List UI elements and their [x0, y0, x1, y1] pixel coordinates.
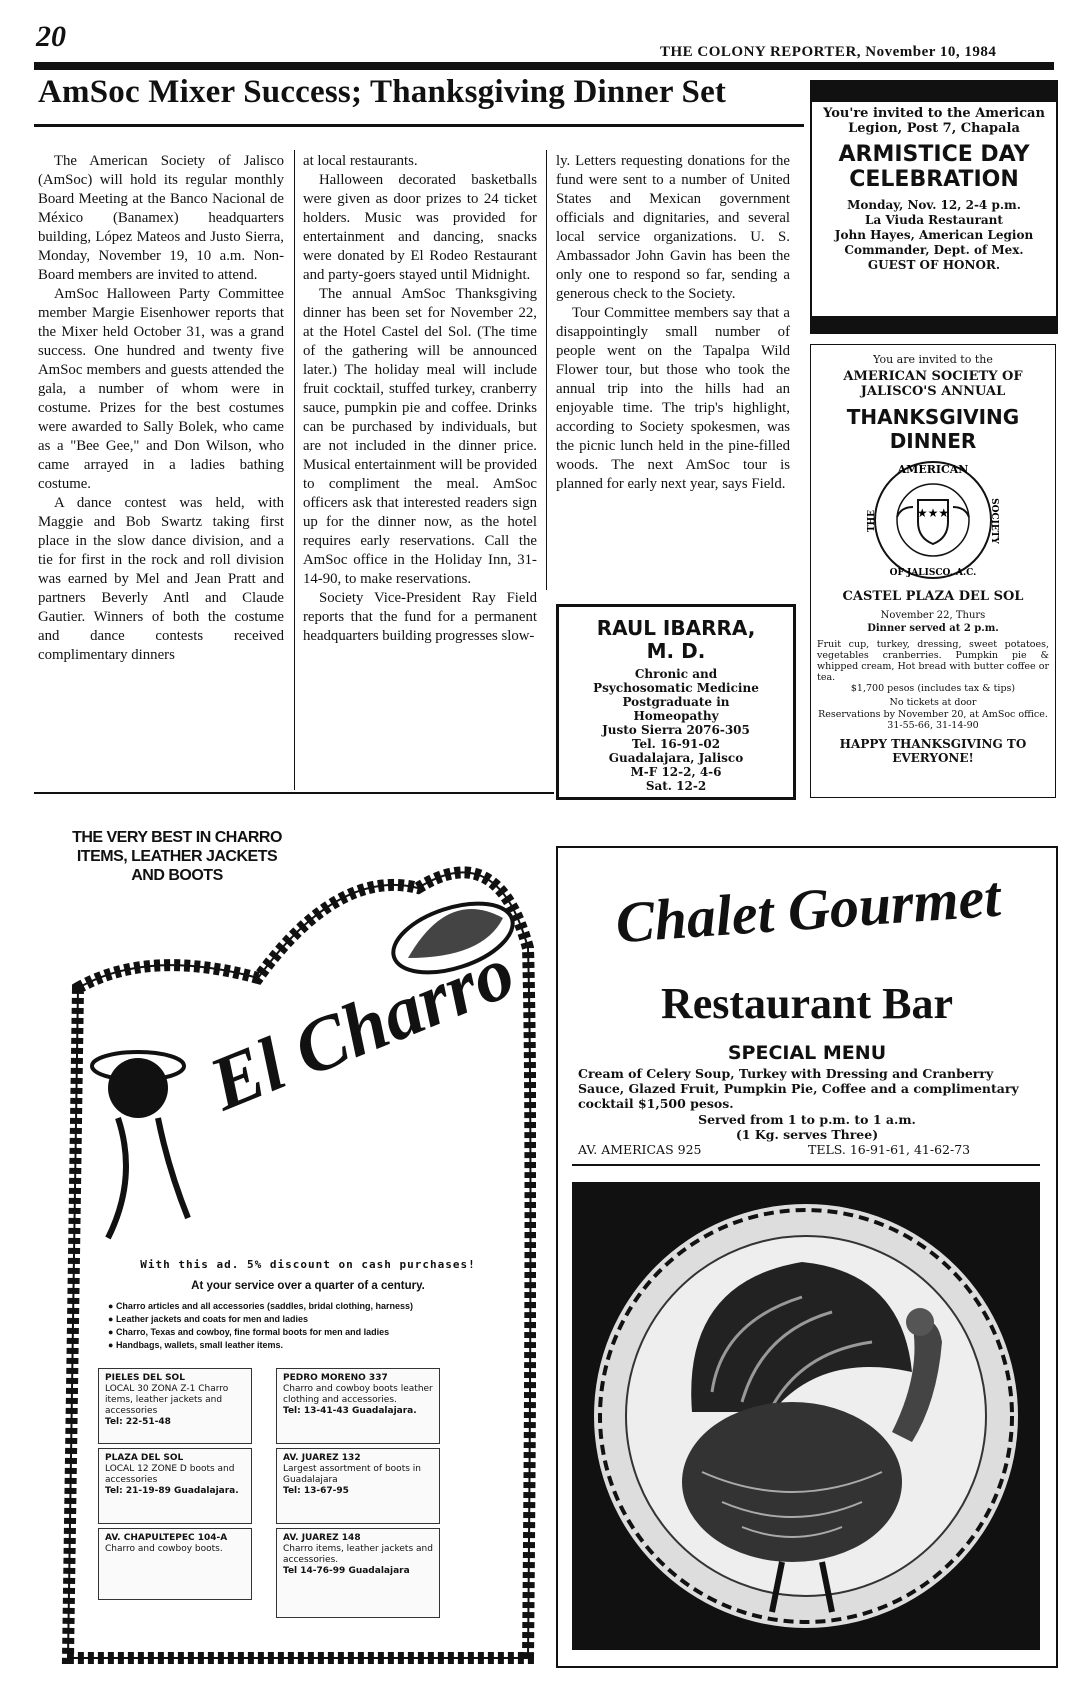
article-paragraph: at local restaurants.: [303, 153, 418, 169]
doctor-address: Justo Sierra 2076-305: [602, 723, 750, 737]
article-column-2: [303, 152, 537, 646]
doctor-name: RAUL IBARRA,: [596, 616, 756, 640]
seal-bottom-text: OF JALISCO, A.C.: [889, 568, 977, 578]
thanksgiving-society: AMERICAN SOCIETY OF JALISCO'S ANNUAL: [843, 369, 1023, 399]
el-charro-ad: [58, 828, 536, 1668]
el-charro-logo: El Charro: [198, 929, 526, 1127]
list-item: ● Handbags, wallets, small leather items.: [108, 1340, 283, 1350]
thanksgiving-time: Dinner served at 2 p.m.: [867, 623, 999, 634]
doctor-ad: [556, 604, 796, 800]
armistice-venue: La Viuda Restaurant: [865, 213, 1003, 227]
list-item: ● Charro, Texas and cowboy, fine formal boots for men and ladies: [108, 1327, 390, 1337]
thanksgiving-note: No tickets at door: [889, 697, 977, 708]
armistice-title: ARMISTICE DAY CELEBRATION: [838, 142, 1030, 192]
armistice-day-ad: [810, 80, 1058, 334]
chalet-subtitle: Restaurant Bar: [660, 979, 954, 1028]
charro-bullet-list: [108, 1300, 488, 1352]
thanksgiving-dinner-ad: [810, 344, 1056, 798]
doctor-city: Guadalajara, Jalisco: [608, 751, 744, 765]
store-location: AV. CHAPULTEPEC 104-A Charro and cowboy boots.: [98, 1528, 252, 1600]
chalet-rule: [572, 1164, 1040, 1166]
column-divider: [294, 150, 295, 790]
article-paragraph: A dance contest was held, with Maggie and Bob Swartz taking first place in the slow dance division, and a tie for first in the rock and roll division was earned by Mel and Jean Pratt and partners Beverly Antl and Claude Gautier. Winners of both the costume and dance contests received complimentary dinners: [38, 495, 284, 663]
doctor-specialty-3: Postgraduate in: [622, 695, 730, 709]
doctor-specialty-4: Homeopathy: [633, 709, 719, 723]
doctor-tel: Tel. 16-91-02: [631, 737, 721, 751]
seal-right-text: SOCIETY: [989, 498, 999, 544]
thanksgiving-phones: 31-55-66, 31-14-90: [887, 720, 979, 731]
article-bottom-rule: [34, 792, 554, 794]
seal-left-text: THE: [867, 509, 877, 533]
charro-discount: With this ad. 5% discount on cash purchases!: [140, 1258, 476, 1271]
article-paragraph: Halloween decorated basketballs were given as door prizes to 24 ticket holders. Music was provided for entertainment and dancing, snacks were donated by El Rodeo Restaurant and party-goers stayed until Midnight.: [303, 172, 537, 283]
armistice-intro: You're invited to the American Legion, Post 7, Chapala: [823, 106, 1045, 136]
store-location: AV. JUAREZ 132 Largest assortment of boots in Guadalajara Tel: 13-67-95: [276, 1448, 440, 1524]
doctor-specialty-2: Psychosomatic Medicine: [593, 681, 759, 695]
chalet-address: AV. AMERICAS 925: [578, 1142, 702, 1157]
thanksgiving-date: November 22, Thurs: [880, 610, 986, 621]
article-paragraph: The annual AmSoc Thanksgiving dinner has been set for November 22, at the Hotel Castel del Sol. (The time of the gathering will be announced later.) The holiday meal will include fruit cocktail, stuffed turkey, cranberry sauce, pumpkin pie and coffee. Drinks can be purchased by individuals, but are not included in the dinner price. Musical entertainment will be provided to compliment the meal. AmSoc officers ask that interested readers sign up for the dinner now, as the hotel requires early reservations. Call the AmSoc office in the Holiday Inn, 31-14-90, to make reservations.: [303, 286, 537, 587]
doctor-saturday: Sat. 12-2: [645, 779, 707, 793]
article-paragraph: AmSoc Halloween Party Committee member Margie Eisenhower reports that the Mixer held October 31, was a grand success. One hundred and twenty five AmSoc members and guests attended the gala, a number of whom were in costume. Prizes for the best costumes were awarded to Sally Bolek, who came as a "Bee Gee," and Don Wilson, who came arrayed in a ladies bathing costume.: [38, 286, 284, 492]
list-item: ● Charro articles and all accessories (saddles, bridal clothing, harness): [108, 1301, 414, 1311]
list-item: ● Leather jackets and coats for men and ladies: [108, 1314, 309, 1324]
chalet-served: Served from 1 to p.m. to 1 a.m.: [698, 1112, 916, 1127]
thanksgiving-price: $1,700 pesos (includes tax & tips): [850, 683, 1016, 694]
doctor-specialty-1: Chronic and: [634, 667, 718, 681]
charro-tagline: THE VERY BEST IN CHARRO ITEMS, LEATHER JACKETS AND BOOTS: [72, 829, 282, 884]
masthead: THE COLONY REPORTER, November 10, 1984: [660, 44, 997, 60]
article-paragraph: Society Vice-President Ray Field reports that the fund for a permanent headquarters building progresses slow-: [303, 590, 537, 644]
chalet-gourmet-ad: [556, 846, 1058, 1668]
article-paragraph: Tour Committee members say that a disappointingly small number of people went on the Tapalpa Wild Flower tour, but those who took the annual trip into the hills had an enjoyable time. The trip's highlight, according to Society spokesmen, was the picnic lunch held in the pine-filled woods. The next AmSoc tour is planned for early next year, says Field.: [556, 305, 790, 492]
thanksgiving-menu: Fruit cup, turkey, dressing, sweet potatoes, vegetables cranberries. Pumpkin pie & whipped cream, Hot bread with butter coffee or tea.: [817, 639, 1049, 683]
chalet-menu-title: SPECIAL MENU: [727, 1042, 887, 1064]
chalet-name: Chalet Gourmet: [613, 863, 1003, 956]
store-location: PEDRO MORENO 337 Charro and cowboy boots leather clothing and accessories. Tel: 13-41-43 Guadalajara.: [276, 1368, 440, 1444]
thanksgiving-title: THANKSGIVING: [846, 405, 1020, 429]
armistice-honor: GUEST OF HONOR.: [867, 258, 1001, 272]
store-location: PLAZA DEL SOL LOCAL 12 ZONE D boots and accessories Tel: 21-19-89 Guadalajara.: [98, 1448, 252, 1524]
store-location: AV. JUAREZ 148 Charro items, leather jackets and accessories. Tel 14-76-99 Guadalajara: [276, 1528, 440, 1618]
column-divider: [546, 150, 547, 590]
chalet-menu: Cream of Celery Soup, Turkey with Dressing and Cranberry Sauce, Glazed Fruit, Pumpkin Pie, Coffee and a complimentary cocktail $1,500 pesos.: [578, 1066, 1019, 1111]
store-location: PIELES DEL SOL LOCAL 30 ZONA Z-1 Charro items, leather jackets and accessories Tel: 22-51-48: [98, 1368, 252, 1444]
article-column-3: [556, 152, 790, 494]
chalet-phones: TELS. 16-91-61, 41-62-73: [808, 1142, 971, 1157]
masthead-rule: [34, 62, 1054, 70]
chalet-serves: (1 Kg. serves Three): [735, 1127, 879, 1142]
armistice-guest: John Hayes, American Legion Commander, Dept. of Mex.: [834, 228, 1034, 257]
society-seal-icon: [858, 455, 1008, 585]
headline-rule: [34, 124, 804, 127]
page-number: 20: [36, 20, 66, 53]
thanksgiving-closing: HAPPY THANKSGIVING TO EVERYONE!: [839, 737, 1027, 765]
turkey-plate-icon: [572, 1182, 1040, 1650]
article-paragraph: The American Society of Jalisco (AmSoc) will hold its regular monthly Board Meeting at the Banco Nacional de México (Banamex) headquarters building, López Mateos and Justo Sierra, Monday, November 19, 10 a.m. Non-Board members are invited to attend.: [38, 153, 284, 283]
article-paragraph: ly. Letters requesting donations for the fund were sent to a number of United States and Mexican government officials and dignitaries, and several local service organizations. U. S. Ambassador John Gavin has been the only one to respond so far, sending a generous check to the Society.: [556, 153, 790, 302]
thanksgiving-title-2: DINNER: [889, 429, 977, 453]
doctor-hours: M-F 12-2, 4-6: [630, 765, 722, 779]
charro-service: At your service over a quarter of a century.: [191, 1280, 425, 1292]
armistice-date: Monday, Nov. 12, 2-4 p.m.: [847, 198, 1021, 212]
thanksgiving-intro: You are invited to the: [873, 353, 993, 366]
doctor-degree: M. D.: [646, 639, 706, 663]
thanksgiving-reservations: Reservations by November 20, at AmSoc office.: [818, 709, 1048, 720]
article-column-1: [38, 152, 284, 665]
thanksgiving-venue: CASTEL PLAZA DEL SOL: [842, 589, 1024, 604]
seal-top-text: AMERICAN: [897, 463, 969, 476]
svg-text:★★★: ★★★: [916, 506, 950, 520]
headline: AmSoc Mixer Success; Thanksgiving Dinner Set: [38, 74, 727, 110]
